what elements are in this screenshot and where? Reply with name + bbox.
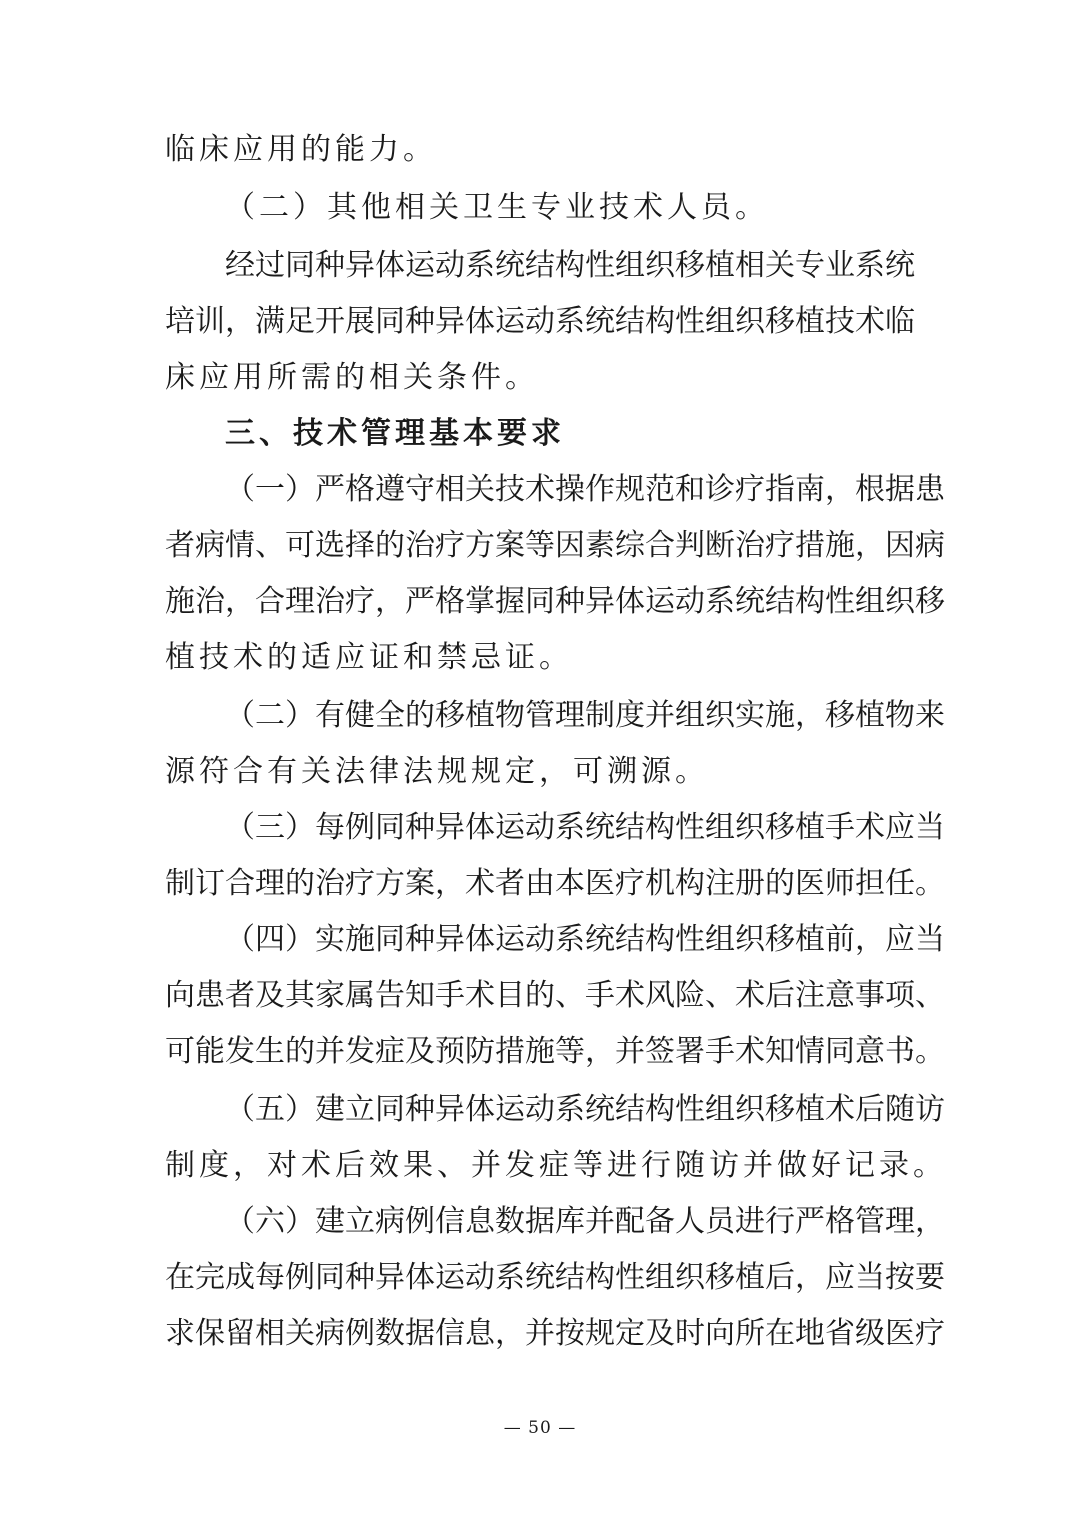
- text-line: 可能发生的并发症及预防措施等，并签署手术知情同意书。: [165, 1034, 945, 1069]
- text-line: （四）实施同种异体运动系统结构性组织移植前，应当: [225, 922, 945, 957]
- text-line: 床应用所需的相关条件。: [165, 360, 539, 395]
- text-line: 施治，合理治疗，严格掌握同种异体运动系统结构性组织移: [165, 584, 945, 619]
- text-line: 培训，满足开展同种异体运动系统结构性组织移植技术临: [165, 304, 915, 339]
- text-line: （五）建立同种异体运动系统结构性组织移植术后随访: [225, 1092, 945, 1127]
- text-line: 者病情、可选择的治疗方案等因素综合判断治疗措施，因病: [165, 528, 945, 563]
- text-line: 植技术的适应证和禁忌证。: [165, 640, 573, 675]
- text-line: 制订合理的治疗方案，术者由本医疗机构注册的医师担任。: [165, 866, 945, 901]
- text-line: （二）其他相关卫生专业技术人员。: [225, 190, 769, 225]
- text-line: （六）建立病例信息数据库并配备人员进行严格管理，: [225, 1204, 945, 1239]
- text-line: （一）严格遵守相关技术操作规范和诊疗指南，根据患: [225, 472, 945, 507]
- text-line: （二）有健全的移植物管理制度并组织实施，移植物来: [225, 698, 945, 733]
- text-line: 临床应用的能力。: [165, 132, 437, 167]
- text-line: 源符合有关法律法规规定，可溯源。: [165, 754, 709, 789]
- text-line: 制度，对术后效果、并发症等进行随访并做好记录。: [165, 1148, 947, 1183]
- text-line: 经过同种异体运动系统结构性组织移植相关专业系统: [225, 248, 915, 283]
- page-number: — 50 —: [503, 1418, 577, 1438]
- text-line: 在完成每例同种异体运动系统结构性组织移植后，应当按要: [165, 1260, 945, 1295]
- text-line: （三）每例同种异体运动系统结构性组织移植手术应当: [225, 810, 945, 845]
- text-line: 求保留相关病例数据信息，并按规定及时向所在地省级医疗: [165, 1316, 945, 1351]
- text-line: 向患者及其家属告知手术目的、手术风险、术后注意事项、: [165, 978, 945, 1013]
- section-heading: 三、技术管理基本要求: [225, 416, 565, 451]
